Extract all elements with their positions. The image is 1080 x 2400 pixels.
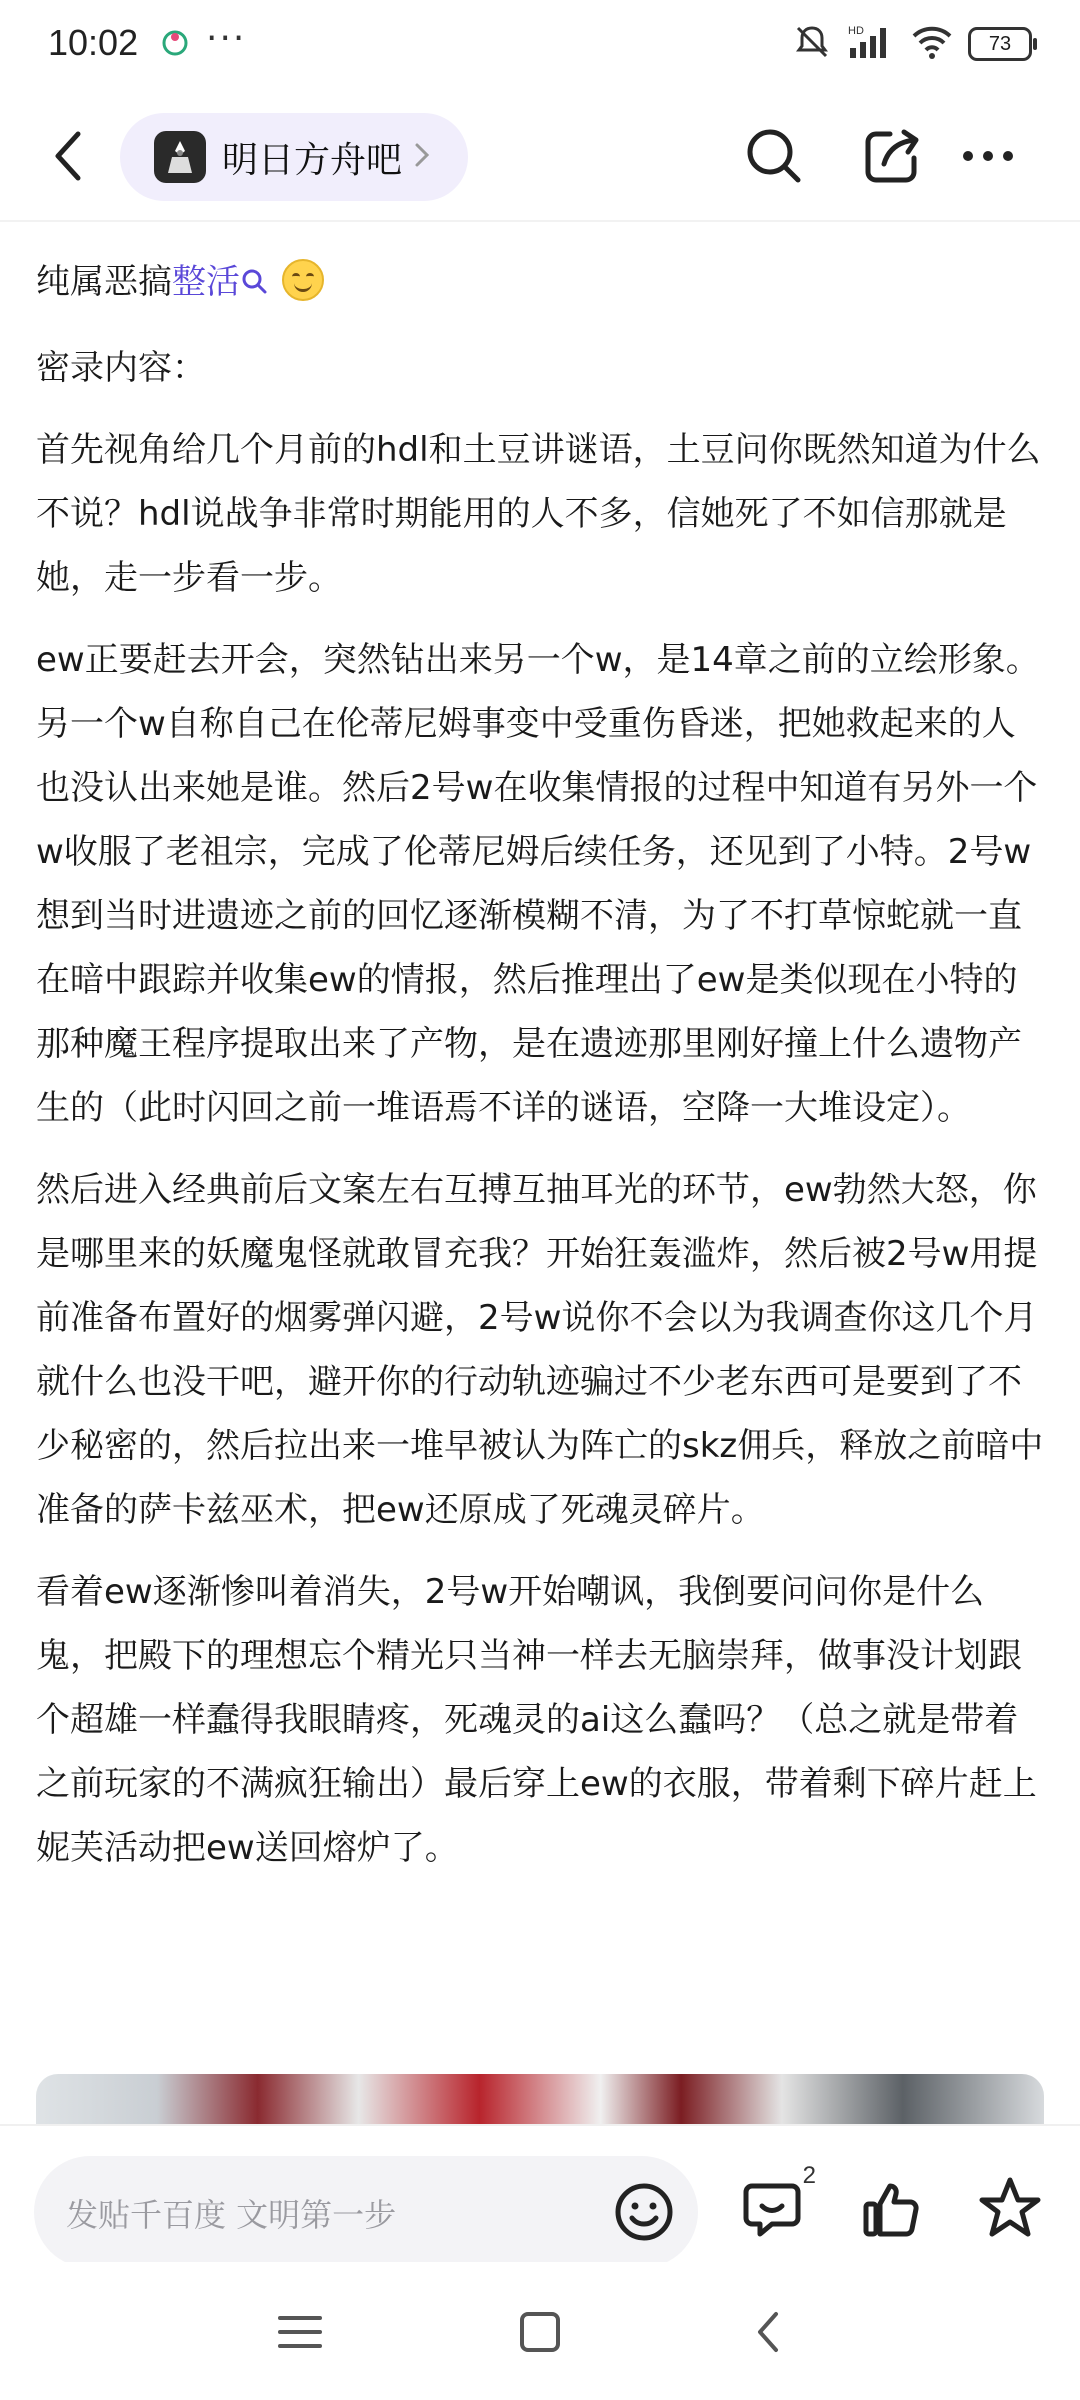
app-notification-icon xyxy=(160,28,190,58)
post-intro-line xyxy=(36,250,1046,318)
signal-icon xyxy=(846,22,896,66)
topic-link[interactable]: 整活 xyxy=(172,262,240,302)
network-label: HD xyxy=(848,25,864,37)
post-body xyxy=(36,250,1046,1898)
back-nav-icon[interactable] xyxy=(740,2302,800,2362)
forum-avatar xyxy=(154,131,206,183)
post-paragraph: 然后进入经典前后文案左右互搏互抽耳光的环节，ew勃然大怒，你是哪里来的妖魔鬼怪就敢冒充我？开始狂轰滥炸，然后被2号w用提前准备布置好的烟雾弹闪避，2号w说你不会以为我调查你这几个月就什么也没干吧，避开你的行动轨迹骗过不少老东西可是要到了不少秘密的，然后拉出来一堆早被认为阵亡的skz佣兵，释放之前暗中准备的萨卡兹巫术，把ew还原成了死魂灵碎片。 xyxy=(36,1170,1044,1530)
status-bar xyxy=(0,0,1080,90)
forum-chip[interactable] xyxy=(120,113,468,201)
reply-placeholder: 发贴千百度 文明第一步 xyxy=(66,2196,397,2234)
favorite-icon[interactable] xyxy=(976,2174,1048,2246)
back-icon[interactable] xyxy=(40,126,100,186)
mute-icon xyxy=(792,22,832,66)
home-icon[interactable] xyxy=(510,2302,570,2362)
search-icon[interactable] xyxy=(738,120,810,192)
header-divider xyxy=(0,220,1080,222)
share-icon[interactable] xyxy=(856,120,928,192)
post-paragraph: 看着ew逐渐惨叫着消失，2号w开始嘲讽，我倒要问问你是什么鬼，把殿下的理想忘个精光只当神一样去无脑崇拜，做事没计划跟个超雄一样蠢得我眼睛疼，死魂灵的ai这么蠢吗？（总之就是带着之前玩家的不满疯狂输出）最后穿上ew的衣服，带着剩下碎片赶上妮芙活动把ew送回熔炉了。 xyxy=(36,1572,1037,1868)
wifi-icon xyxy=(910,22,954,66)
post-section-title: 密录内容： xyxy=(36,348,206,388)
status-time: 10:02 xyxy=(48,22,139,63)
smile-emoji-icon xyxy=(282,259,324,301)
reply-input[interactable] xyxy=(34,2156,698,2268)
status-more-dots: ··· xyxy=(206,18,247,59)
emoji-icon[interactable] xyxy=(610,2178,678,2246)
intro-text: 纯属恶搞 xyxy=(36,262,172,302)
post-image[interactable] xyxy=(36,2074,1044,2124)
topic-search-icon[interactable] xyxy=(240,254,270,318)
post-paragraph: ew正要赶去开会，突然钻出来另一个w，是14章之前的立绘形象。另一个w自称自己在伦蒂尼姆事变中受重伤昏迷，把她救起来的人也没认出来她是谁。然后2号w在收集情报的过程中知道有另外一个w收服了老祖宗，完成了伦蒂尼姆后续任务，还见到了小特。2号w想到当时进遗迹之前的回忆逐渐模糊不清，为了不打草惊蛇就一直在暗中跟踪并收集ew的情报，然后推理出了ew是类似现在小特的那种魔王程序提取出来了产物，是在遗迹那里刚好撞上什么遗物产生的（此时闪回之前一堆语焉不详的谜语，空降一大堆设定）。 xyxy=(36,640,1040,1128)
chevron-right-icon xyxy=(412,140,432,174)
post-paragraph: 首先视角给几个月前的hdl和土豆讲谜语，土豆问你既然知道为什么不说？hdl说战争非常时期能用的人不多，信她死了不如信那就是她，走一步看一步。 xyxy=(36,430,1041,598)
menu-icon[interactable] xyxy=(270,2302,330,2362)
more-icon[interactable] xyxy=(952,120,1024,192)
like-icon[interactable] xyxy=(858,2174,930,2246)
battery-icon xyxy=(968,27,1032,61)
forum-name: 明日方舟吧 xyxy=(222,139,403,181)
status-icons xyxy=(792,24,1032,64)
system-nav-bar xyxy=(0,2262,1080,2400)
comment-count: 2 xyxy=(802,2162,816,2189)
app-header xyxy=(0,100,1080,220)
battery-level: 73 xyxy=(988,32,1012,55)
comment-icon[interactable] xyxy=(738,2162,816,2246)
bottom-action-bar xyxy=(0,2124,1080,2262)
